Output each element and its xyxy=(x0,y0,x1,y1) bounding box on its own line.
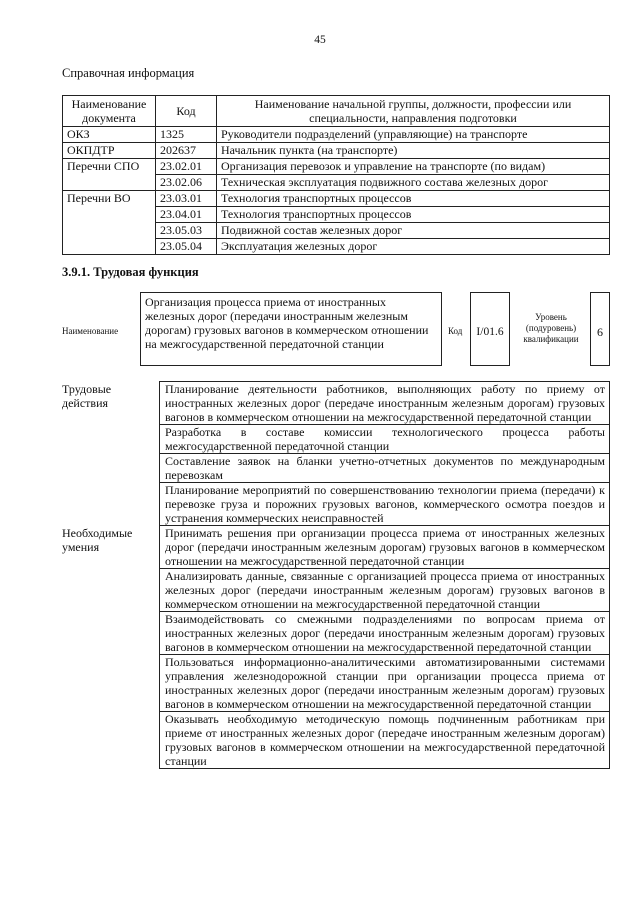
skill-item: Принимать решения при организации процесса приема от иностранных железных дорог (передачи иностранным железным дорогам) грузовых вагонов в коммерческом отношении на межгосударственной передаточной станции xyxy=(160,526,610,569)
reference-info-title: Справочная информация xyxy=(62,66,195,80)
cell-code: 1325 xyxy=(156,127,217,143)
header-doc: Наименование документа xyxy=(63,96,156,127)
cell-name: Руководители подразделений (управляющие) на транспорте xyxy=(217,127,610,143)
cell-doc: Перечни ВО xyxy=(63,191,156,255)
labor-function-name-label: Наименование xyxy=(62,326,119,336)
reference-table xyxy=(62,95,610,255)
cell-name: Подвижной состав железных дорог xyxy=(217,223,610,239)
cell-code: 23.02.06 xyxy=(156,175,217,191)
reference-table-header xyxy=(63,96,610,127)
skill-item: Анализировать данные, связанные с организацией процесса приема от иностранных железных дорог (передачи иностранным железным дорогам) грузовых вагонов в коммерческом отношении на межгосударственной передаточной станции xyxy=(160,569,610,612)
cell-name: Начальник пункта (на транспорте) xyxy=(217,143,610,159)
page-number: 45 xyxy=(314,34,326,46)
labor-action-item: Планирование мероприятий по совершенствованию технологии приема (передачи) к перевозке груза и порожних грузовых вагонов, коммерческого осмотра поездов и устранения коммерческих неисправностей xyxy=(160,483,610,526)
table-row xyxy=(62,526,610,569)
table-row xyxy=(63,127,610,143)
skill-item: Оказывать необходимую методическую помощь подчиненным работникам при приеме от иностранных железных дорог (передаче иностранным железным дорогам) грузовых вагонов в коммерческом отношении на межгосударственной передаточной станции xyxy=(160,712,610,769)
skill-item: Пользоваться информационно-аналитическими автоматизированными системами управления железнодорожной станции при организации процесса приема от иностранных железных дорог (передачи иностранным железным дорогам) грузовых вагонов в коммерческом отношении на межгосударственной передаточной станции xyxy=(160,655,610,712)
cell-code: 23.03.01 xyxy=(156,191,217,207)
labor-function-code-label: Код xyxy=(448,326,463,336)
qualification-level: 6 xyxy=(590,292,610,366)
skill-item: Взаимодействовать со смежными подразделениями по вопросам приема от иностранных железных дорог (передачи иностранным железным дорогам) грузовых вагонов в коммерческом отношении на межгосударственной передаточной станции xyxy=(160,612,610,655)
cell-doc: ОКПДТР xyxy=(63,143,156,159)
cell-doc: Перечни СПО xyxy=(63,159,156,191)
labor-actions-label: Трудовые действия xyxy=(62,381,112,410)
qualification-level-label: Уровень (подуровень) квалификации xyxy=(523,312,579,344)
labor-function-title: 3.9.1. Трудовая функция xyxy=(62,265,199,279)
labor-function-code: I/01.6 xyxy=(470,292,510,366)
cell-code: 23.05.04 xyxy=(156,239,217,255)
table-row xyxy=(63,191,610,207)
cell-code: 23.05.03 xyxy=(156,223,217,239)
labor-actions-skills-table xyxy=(62,381,610,769)
cell-doc: ОКЗ xyxy=(63,127,156,143)
cell-code: 23.04.01 xyxy=(156,207,217,223)
cell-code: 202637 xyxy=(156,143,217,159)
labor-action-item: Разработка в составе комиссии технологического процесса работы межгосударственной передаточной станции xyxy=(160,425,610,454)
cell-name: Технология транспортных процессов xyxy=(217,207,610,223)
labor-action-item: Составление заявок на бланки учетно-отчетных документов по международным перевозкам xyxy=(160,454,610,483)
table-row xyxy=(63,159,610,175)
labor-action-item: Планирование деятельности работников, выполняющих работу по приему от иностранных железных дорог (передаче иностранным железным дорогам) грузовых вагонов в коммерческом отношении на межгосударственной передаточной станции xyxy=(160,382,610,425)
required-skills-label: Необходимые умения xyxy=(62,525,133,554)
cell-name: Эксплуатация железных дорог xyxy=(217,239,610,255)
table-row xyxy=(62,382,610,425)
cell-code: 23.02.01 xyxy=(156,159,217,175)
cell-name: Технология транспортных процессов xyxy=(217,191,610,207)
labor-function-name: Организация процесса приема от иностранных железных дорог (передачи иностранным железным дорогам) грузовых вагонов в коммерческом отношении на межгосударственной передаточной станции xyxy=(140,292,442,366)
header-name: Наименование начальной группы, должности, профессии или специальности, направления подготовки xyxy=(217,96,610,127)
table-row xyxy=(63,143,610,159)
cell-name: Техническая эксплуатация подвижного состава железных дорог xyxy=(217,175,610,191)
cell-name: Организация перевозок и управление на транспорте (по видам) xyxy=(217,159,610,175)
header-code: Код xyxy=(156,96,217,127)
